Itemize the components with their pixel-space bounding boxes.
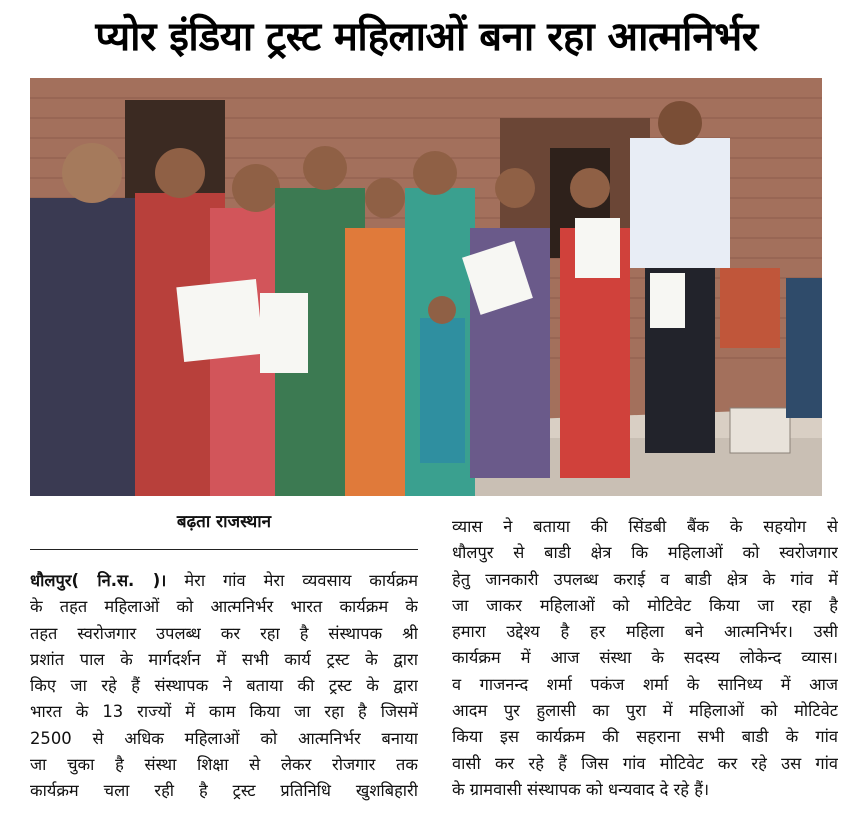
headline: प्योर इंडिया ट्रस्ट महिलाओं बना रहा आत्मनिर्भर: [95, 14, 758, 60]
article-line-text: मेरा गांव मेरा व्यवसाय कार्यक्रम: [166, 571, 418, 590]
dateline: धौलपुर( नि.स. )।: [30, 571, 167, 590]
article-line: कार्यक्रम में आज संस्था के सदस्य लोकेन्द व्यास।: [452, 648, 838, 668]
article-column-left: [30, 568, 418, 805]
article-line: वासी कर रहे हैं जिस गांव मोटिवेट कर रहे उस गांव: [452, 753, 838, 773]
article-line: भारत के 13 राज्यों में काम किया जा रहा है जिसमें: [30, 702, 418, 722]
article-line: तहत स्वरोजगार उपलब्ध कर रहा है संस्थापक श्री: [30, 623, 418, 643]
byline: बढ़ता राजस्थान: [176, 512, 272, 532]
article-line: किए जा रहे हैं संस्थापक ने बताया की ट्रस्ट के द्वारा: [30, 676, 418, 696]
news-photo: [30, 78, 822, 496]
article-line: 2500 से अधिक महिलाओं को आत्मनिर्भर बनाया: [30, 728, 418, 748]
group-photo-women-with-documents: [30, 78, 822, 496]
article-line: व गाजनन्द शर्मा पकंज शर्मा के सानिध्य में आज: [452, 674, 838, 694]
byline-divider: [30, 549, 418, 550]
article-line: जा जाकर महिलाओं को मोटिवेट किया जा रहा है: [452, 595, 838, 615]
article-line: हमारा उद्देश्य है हर महिला बने आत्मनिर्भर। उसी: [452, 622, 838, 642]
article-line: जा चुका है संस्था शिक्षा से लेकर रोजगार तक: [30, 755, 418, 775]
article-line: आदम पुर हुलासी का पुरा में महिलाओं को मोटिवेट: [452, 701, 838, 721]
article-line: धौलपुर से बाडी क्षेत्र कि महिलाओं को स्वरोजगार: [452, 543, 838, 563]
article-line: कार्यक्रम चला रही है ट्रस्ट प्रतिनिधि खुशबिहारी: [30, 781, 418, 801]
article-line: किया इस कार्यक्रम की सहराना सभी बाडी के गांव: [452, 727, 838, 747]
article-column-right: [452, 514, 838, 803]
article-line: प्रशांत पाल के मार्गदर्शन में सभी कार्य ट्रस्ट के द्वारा: [30, 649, 418, 669]
article-line: के ग्रामवासी संस्थापक को धन्यवाद दे रहे हैं।: [452, 779, 710, 799]
article-line: व्यास ने बताया की सिंडबी बैंक के सहयोग से: [452, 517, 838, 536]
article-line: हेतु जानकारी उपलब्ध कराई व बाडी क्षेत्र के गांव में: [452, 569, 838, 589]
article-line: के तहत महिलाओं को आत्मनिर्भर भारत कार्यक्रम के: [30, 597, 418, 617]
article-line: [30, 568, 418, 594]
